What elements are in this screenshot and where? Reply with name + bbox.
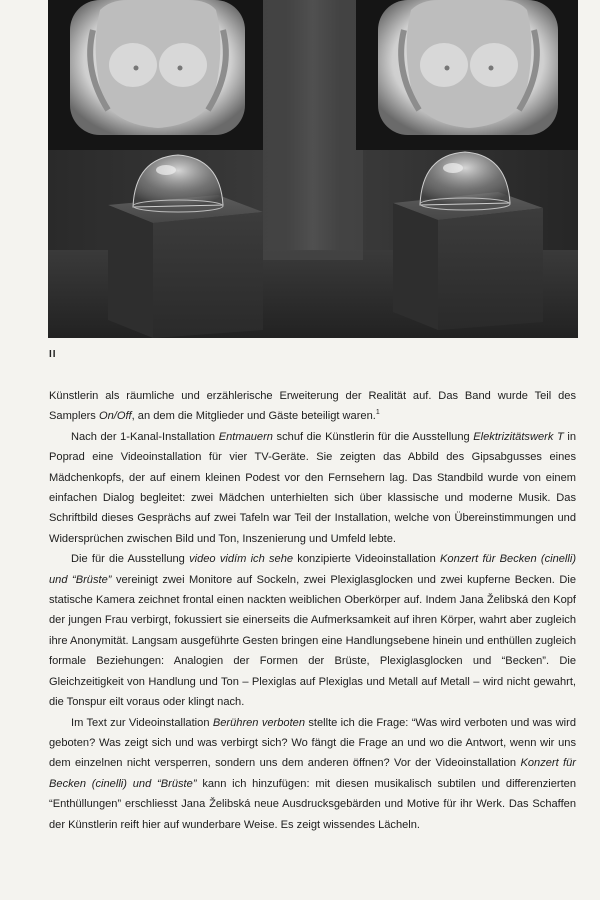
figure-number: II (49, 349, 57, 360)
footnote-marker[interactable]: 1 (375, 409, 380, 417)
video-installation-photo-icon (48, 0, 578, 338)
paragraph-4: Im Text zur Videoinstallation Berühren verboten stellte ich die Frage: “Was wird verboten und was wird geboten? Was zeigt sich und was verbirgt sich? Wo fängt die Frage an und wo die Antwort, wenn wir uns dem einzelnen nicht versperren, sondern uns dem anderen öffnen? Vor der Videoinstallation Konzert für Becken (cinelli) und “Brüste” kann ich hinzufügen: mit diesen musikalisch subtilen und differenzierten “Enthüllungen” erschliesst Jana Želibská neue Ausdrucksgebärden und Motive für ihr Werk. Das Schaffen der Künstlerin reift hier auf wunderbare Weise. Es zeigt wissendes Lächeln. (49, 716, 577, 831)
paragraph-3: Die für die Ausstellung video vidím ich sehe konzipierte Videoinstallation Konzert für Becken (cinelli) und “Brüste” vereinigt zwei Monitore auf Sockeln, zwei Plexiglasglocken und zwei kupferne Becken. Die statische Kamera zeichnet frontal einen nackten weiblichen Oberkörper auf. Indem Jana Želibská den Kopf der jungen Frau verbirgt, fokussiert sie einerseits die Aufmerksamkeit auf ihren Körper, wahrt aber zugleich ihre Anonymität. Langsam ausgeführte Gesten bringen eine Handlungsebene hinein und enthüllen zugleich formale Beziehungen: Analogien der Formen der Brüste, Plexiglasglocken und “Becken”. Die Gleichzeitigkeit von Handlung und Ton – Plexiglas auf Plexiglas und Metall auf Metall – wird nicht gewahrt, die Tonspur eilt voraus oder klingt nach. (49, 553, 577, 709)
body-text (49, 386, 576, 835)
paragraph-2: Nach der 1-Kanal-Installation Entmauern schuf die Künstlerin für die Ausstellung Elektrizitätswerk T in Poprad eine Videoinstallation für vier TV-Geräte. Sie zeigten das Abbild des Gipsabgusses eines Mädchenkopfs, der auf einem kleinen Podest vor den Fernsehern lag. Das Standbild wurde von einem einfachen Dialog begleitet: zwei Mädchen unterhielten sich über klassische und moderne Musik. Das Schriftbild dieses Gesprächs auf zwei Tafeln war Teil der Installation, welche von Übereinstimmungen und Widersprüchen zwischen Bild und Ton, Inszenierung und Umfeld lebte. (49, 430, 577, 545)
installation-photo (48, 0, 578, 338)
paragraph-1: Künstlerin als räumliche und erzählerische Erweiterung der Realität auf. Das Band wurde Teil des Samplers On/Off, an dem die Mitglieder und Gäste beteiligt waren.$^1$ (49, 390, 576, 423)
